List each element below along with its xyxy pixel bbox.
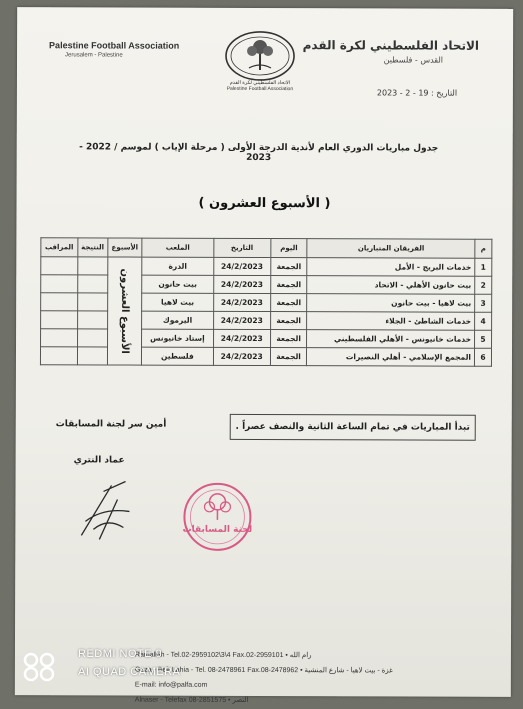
row-number: 2 bbox=[475, 276, 492, 294]
row-teams: خدمات البريج - الأمل bbox=[307, 258, 475, 277]
camera-lens-icon bbox=[22, 652, 56, 682]
secretary-name: عماد النتري bbox=[73, 455, 125, 466]
row-day: الجمعة bbox=[270, 330, 307, 348]
week-cell: الأسبوع العشرون bbox=[107, 257, 142, 365]
logo-caption: الاتحاد الفلسطيني لكرة القدم Palestine Football Association bbox=[226, 79, 294, 93]
document-sheet bbox=[15, 7, 513, 704]
row-result bbox=[77, 275, 107, 293]
row-venue: بيت لاهيا bbox=[142, 293, 214, 311]
row-date: 24/2/2023 bbox=[213, 293, 270, 311]
row-number: 1 bbox=[475, 258, 492, 276]
row-teams: بيت حانون الأهلي - الاتحاد bbox=[307, 276, 475, 295]
col-header-date: التاريخ bbox=[214, 238, 271, 257]
col-header-referee: المراقب bbox=[41, 238, 78, 257]
col-header-teams: الفريقان المتباريان bbox=[307, 239, 475, 259]
start-time-note: تبدأ المباريات في تمام الساعة الثانية والنصف عصراً . bbox=[230, 414, 476, 441]
row-date: 24/2/2023 bbox=[213, 347, 270, 365]
row-number: 5 bbox=[475, 330, 492, 348]
week-label: ( الأسبوع العشرون ) bbox=[198, 195, 331, 212]
handwritten-signature bbox=[73, 477, 137, 541]
row-teams: بيت لاهيا - بيت حانون bbox=[307, 294, 475, 313]
row-result bbox=[77, 257, 107, 275]
org-name-ar: الاتحاد الفلسطيني لكرة القدم bbox=[302, 38, 480, 53]
row-teams: خدمات الشاطئ - الجلاء bbox=[307, 312, 475, 331]
row-date: 24/2/2023 bbox=[213, 257, 270, 275]
row-number: 4 bbox=[475, 312, 492, 330]
schedule-table bbox=[40, 237, 492, 367]
row-day: الجمعة bbox=[270, 294, 307, 312]
col-header-venue: الملعب bbox=[142, 238, 214, 257]
row-result bbox=[77, 311, 107, 329]
row-referee bbox=[41, 275, 78, 293]
footer-ramallah: Ramallah - Tel.02-2959102\3\4 Fax.02-2959101 • رام الله bbox=[134, 651, 312, 660]
row-day: الجمعة bbox=[270, 312, 307, 330]
row-venue: فلسطين bbox=[142, 347, 214, 365]
row-venue: الدرة bbox=[142, 257, 214, 275]
row-number: 3 bbox=[475, 294, 492, 312]
camera-watermark bbox=[22, 646, 182, 686]
secretary-title: أمين سر لجنة المسابقات bbox=[55, 419, 167, 430]
committee-stamp bbox=[179, 480, 255, 554]
row-venue: اليرموك bbox=[142, 311, 214, 329]
col-header-week: الأسبوع bbox=[108, 238, 142, 257]
col-header-number: م bbox=[475, 239, 492, 258]
row-date: 24/2/2023 bbox=[213, 329, 270, 347]
row-result bbox=[77, 293, 107, 311]
row-number: 6 bbox=[474, 348, 491, 366]
footer-contacts bbox=[135, 648, 505, 709]
org-name-en: Palestine Football Association bbox=[49, 40, 180, 51]
col-header-result: النتيجة bbox=[78, 238, 108, 257]
schedule-title: جدول مباريات الدوري العام لأندية الدرجة الأولى ( مرحلة الإياب ) لموسم / 2022 - 2023 bbox=[79, 142, 439, 164]
row-venue: بيت حانون bbox=[142, 275, 214, 293]
stamp-text: لجنة المسابقات bbox=[182, 524, 253, 535]
row-result bbox=[77, 329, 107, 347]
footer-email: E-mail: info@palfa.com bbox=[134, 681, 208, 689]
document-date: التاريخ : 19 - 2 - 2023 bbox=[376, 88, 458, 98]
org-city-en: Jerusalem - Palestine bbox=[65, 52, 123, 59]
row-day: الجمعة bbox=[270, 258, 307, 276]
row-date: 24/2/2023 bbox=[213, 275, 270, 293]
row-referee bbox=[41, 329, 78, 347]
row-referee bbox=[41, 311, 78, 329]
row-referee bbox=[41, 293, 78, 311]
row-date: 24/2/2023 bbox=[213, 311, 270, 329]
row-day: الجمعة bbox=[270, 348, 307, 366]
watermark-camera: AI QUAD CAMERA bbox=[78, 666, 181, 678]
row-referee bbox=[41, 257, 78, 275]
row-result bbox=[77, 347, 107, 365]
table-header-row bbox=[41, 238, 492, 259]
footer-gaza: Gaza - Beit Lahia - Tel. 08-2478961 Fax.08-2478962 • غزة - بيت لاهيا - شارع المنشية bbox=[134, 666, 393, 675]
row-teams: المجمع الإسلامي - أهلي النصيرات bbox=[307, 348, 475, 367]
col-header-day: اليوم bbox=[271, 239, 308, 258]
row-day: الجمعة bbox=[270, 276, 307, 294]
footer-alnaser: Alnaser - Telefax 08-2851575 • النصر bbox=[134, 696, 249, 704]
row-venue: إستاد خانيونس bbox=[142, 329, 214, 347]
watermark-model: REDMI NOTE 9 bbox=[78, 648, 163, 660]
org-city-ar: القدس - فلسطين bbox=[383, 55, 444, 65]
row-referee bbox=[40, 347, 77, 365]
table-row bbox=[41, 257, 492, 277]
row-teams: خدمات خانيونس - الأهلي الفلسطيني bbox=[307, 330, 475, 349]
